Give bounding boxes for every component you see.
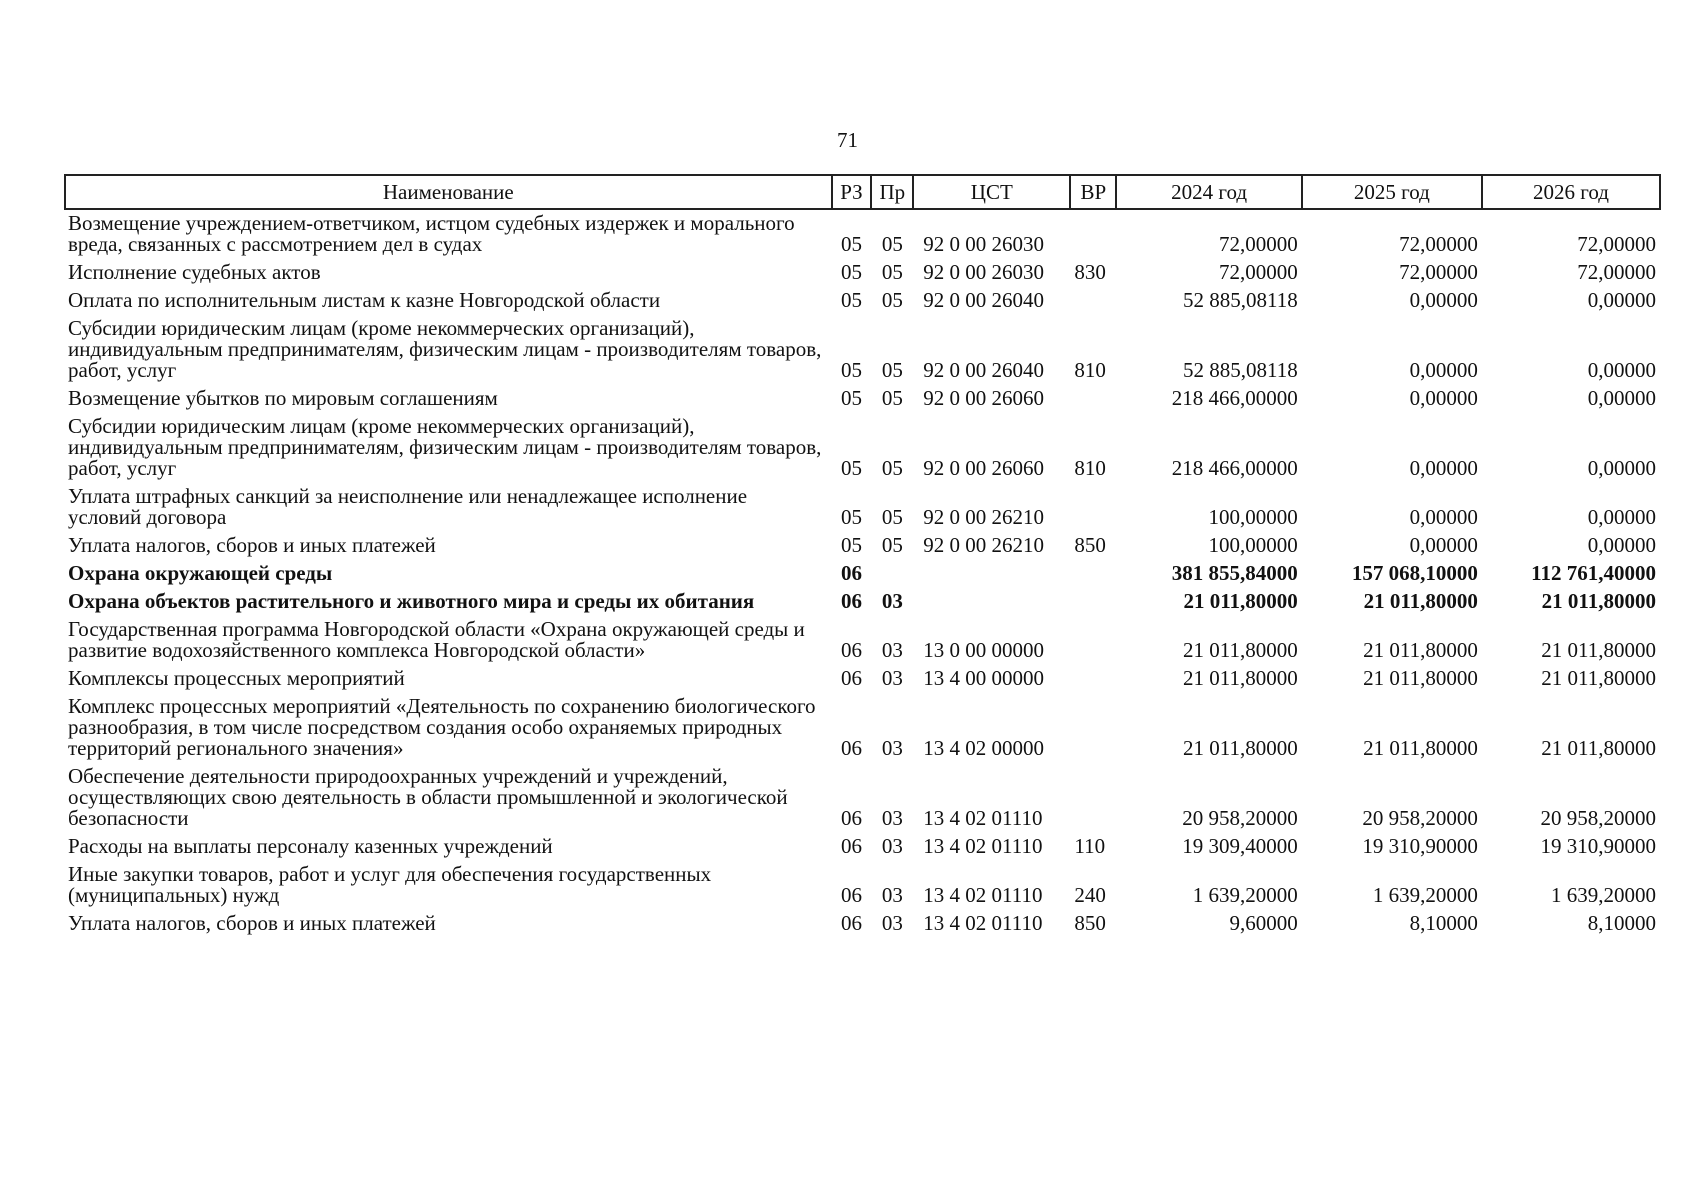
cell-pr: 03 <box>881 736 903 760</box>
table-row <box>65 833 1660 861</box>
cell-vr: 850 <box>1074 911 1106 935</box>
cell-y2026: 0,00000 <box>1587 456 1656 480</box>
cell-y2026: 0,00000 <box>1587 386 1656 410</box>
header-name: Наименование <box>65 175 832 209</box>
cell-y2026: 21 011,80000 <box>1541 638 1656 662</box>
cell-cst <box>913 560 1070 588</box>
cell-y2024: 218 466,00000 <box>1171 456 1298 480</box>
cell-cst: 92 0 00 26040 <box>923 288 1045 312</box>
cell-name: Уплата штрафных санкций за неисполнение или ненадлежащее исполнение условий договора <box>68 484 748 529</box>
cell-rz: 05 <box>840 260 862 284</box>
cell-pr: 05 <box>881 533 903 557</box>
cell-y2025: 157 068,10000 <box>1351 561 1478 585</box>
cell-rz: 05 <box>840 358 862 382</box>
cell-cst: 92 0 00 26040 <box>923 358 1045 382</box>
cell-vr: 110 <box>1074 834 1106 858</box>
cell-rz: 06 <box>840 736 862 760</box>
cell-cst: 92 0 00 26060 <box>923 386 1045 410</box>
cell-pr: 03 <box>881 834 903 858</box>
cell-cst: 13 0 00 00000 <box>923 638 1045 662</box>
header-rz: РЗ <box>832 175 872 209</box>
cell-name: Охрана объектов растительного и животного мира и среды их обитания <box>68 589 755 613</box>
cell-rz: 06 <box>840 666 862 690</box>
cell-y2025: 0,00000 <box>1409 288 1478 312</box>
cell-y2025: 20 958,20000 <box>1362 806 1478 830</box>
cell-pr: 03 <box>881 589 903 613</box>
cell-rz: 05 <box>840 533 862 557</box>
cell-y2024: 21 011,80000 <box>1183 736 1298 760</box>
cell-y2026: 8,10000 <box>1587 911 1656 935</box>
table-row <box>65 560 1660 588</box>
cell-y2025: 0,00000 <box>1409 505 1478 529</box>
cell-vr: 810 <box>1074 358 1106 382</box>
table-row <box>65 910 1660 938</box>
cell-y2024: 19 309,40000 <box>1182 834 1298 858</box>
table-row <box>65 616 1660 665</box>
cell-vr <box>1070 588 1116 616</box>
cell-y2026: 0,00000 <box>1587 358 1656 382</box>
table-row <box>65 532 1660 560</box>
budget-table <box>64 174 1661 938</box>
cell-y2025: 72,00000 <box>1399 260 1478 284</box>
cell-pr: 05 <box>881 288 903 312</box>
table-row <box>65 209 1660 259</box>
cell-y2024: 1 639,20000 <box>1192 883 1298 907</box>
cell-vr <box>1070 287 1116 315</box>
cell-pr <box>871 560 913 588</box>
cell-y2025: 21 011,80000 <box>1363 736 1478 760</box>
cell-y2026: 20 958,20000 <box>1540 806 1656 830</box>
cell-y2024: 381 855,84000 <box>1171 561 1298 585</box>
cell-y2025: 19 310,90000 <box>1362 834 1478 858</box>
cell-rz: 06 <box>840 638 862 662</box>
cell-pr: 03 <box>881 806 903 830</box>
cell-y2025: 21 011,80000 <box>1363 589 1478 613</box>
cell-y2026: 21 011,80000 <box>1541 589 1656 613</box>
table-header <box>65 175 1660 209</box>
cell-pr: 05 <box>881 456 903 480</box>
cell-y2024: 21 011,80000 <box>1183 589 1298 613</box>
cell-name: Иные закупки товаров, работ и услуг для обеспечения государственных (муниципальных) нужд <box>68 862 712 907</box>
cell-name: Расходы на выплаты персоналу казенных учреждений <box>68 834 553 858</box>
header-2024: 2024 год <box>1116 175 1301 209</box>
cell-name: Уплата налогов, сборов и иных платежей <box>68 533 436 557</box>
cell-vr: 850 <box>1074 533 1106 557</box>
cell-rz: 05 <box>840 456 862 480</box>
cell-vr <box>1070 665 1116 693</box>
cell-y2026: 0,00000 <box>1587 533 1656 557</box>
table-row <box>65 665 1660 693</box>
cell-y2024: 21 011,80000 <box>1183 666 1298 690</box>
cell-rz: 06 <box>840 589 862 613</box>
cell-cst: 13 4 02 01110 <box>923 883 1043 907</box>
cell-rz: 05 <box>840 288 862 312</box>
header-cst: ЦСТ <box>913 175 1070 209</box>
cell-y2024: 100,00000 <box>1208 505 1298 529</box>
cell-name: Комплекс процессных мероприятий «Деятельность по сохранению биологического разнообразия, в том числе посредством создания особо охраняемых природных территорий регионального значения» <box>68 694 816 760</box>
cell-y2025: 72,00000 <box>1399 232 1478 256</box>
cell-rz: 06 <box>840 806 862 830</box>
cell-cst: 13 4 02 01110 <box>923 911 1043 935</box>
cell-y2025: 1 639,20000 <box>1372 883 1478 907</box>
cell-pr: 03 <box>881 911 903 935</box>
header-vr: ВР <box>1070 175 1116 209</box>
cell-rz: 06 <box>840 834 862 858</box>
page-number: 71 <box>837 128 858 152</box>
cell-name: Оплата по исполнительным листам к казне Новгородской области <box>68 288 661 312</box>
cell-name: Уплата налогов, сборов и иных платежей <box>68 911 436 935</box>
cell-cst: 13 4 02 00000 <box>923 736 1045 760</box>
cell-vr <box>1070 483 1116 532</box>
cell-vr <box>1070 616 1116 665</box>
cell-cst: 92 0 00 26210 <box>923 505 1045 529</box>
cell-y2026: 0,00000 <box>1587 505 1656 529</box>
cell-cst: 13 4 02 01110 <box>923 806 1043 830</box>
cell-y2025: 0,00000 <box>1409 456 1478 480</box>
cell-y2026: 21 011,80000 <box>1541 736 1656 760</box>
cell-y2024: 21 011,80000 <box>1183 638 1298 662</box>
cell-y2025: 21 011,80000 <box>1363 666 1478 690</box>
cell-vr <box>1070 209 1116 259</box>
cell-y2025: 21 011,80000 <box>1363 638 1478 662</box>
cell-y2024: 9,60000 <box>1229 911 1298 935</box>
cell-pr: 03 <box>881 883 903 907</box>
table-row <box>65 483 1660 532</box>
cell-y2026: 19 310,90000 <box>1540 834 1656 858</box>
cell-y2025: 0,00000 <box>1409 386 1478 410</box>
cell-y2024: 72,00000 <box>1219 260 1298 284</box>
cell-y2024: 52 885,08118 <box>1183 288 1298 312</box>
cell-y2025: 8,10000 <box>1409 911 1478 935</box>
cell-cst: 92 0 00 26030 <box>923 260 1045 284</box>
cell-name: Государственная программа Новгородской области «Охрана окружающей среды и развитие водохозяйственного комплекса Новгородской области» <box>68 617 805 662</box>
cell-pr: 05 <box>881 232 903 256</box>
cell-name: Обеспечение деятельности природоохранных учреждений и учреждений, осуществляющих свою деятельность в области промышленной и экологической безопасности <box>68 764 788 830</box>
cell-cst: 13 4 02 01110 <box>923 834 1043 858</box>
cell-vr <box>1070 763 1116 833</box>
cell-pr: 05 <box>881 386 903 410</box>
table-row <box>65 287 1660 315</box>
cell-name: Субсидии юридическим лицам (кроме некоммерческих организаций), индивидуальным предпринимателям, физическим лицам - производителям товаров, работ, услуг <box>68 414 822 480</box>
cell-y2024: 218 466,00000 <box>1171 386 1298 410</box>
cell-cst: 13 4 00 00000 <box>923 666 1045 690</box>
cell-y2026: 21 011,80000 <box>1541 666 1656 690</box>
table-row <box>65 588 1660 616</box>
header-pr: Пр <box>871 175 913 209</box>
cell-y2024: 20 958,20000 <box>1182 806 1298 830</box>
cell-y2024: 72,00000 <box>1219 232 1298 256</box>
cell-pr: 05 <box>881 358 903 382</box>
table-row <box>65 763 1660 833</box>
table-row <box>65 413 1660 483</box>
cell-y2024: 52 885,08118 <box>1183 358 1298 382</box>
cell-y2025: 0,00000 <box>1409 533 1478 557</box>
cell-y2026: 0,00000 <box>1587 288 1656 312</box>
cell-y2026: 72,00000 <box>1577 232 1656 256</box>
cell-vr <box>1070 560 1116 588</box>
cell-name: Субсидии юридическим лицам (кроме некоммерческих организаций), индивидуальным предпринимателям, физическим лицам - производителям товаров, работ, услуг <box>68 316 822 382</box>
cell-pr: 05 <box>881 260 903 284</box>
cell-cst: 92 0 00 26210 <box>923 533 1045 557</box>
cell-rz: 05 <box>840 232 862 256</box>
cell-vr: 810 <box>1074 456 1106 480</box>
cell-vr <box>1070 385 1116 413</box>
header-row <box>65 175 1660 209</box>
cell-y2024: 100,00000 <box>1208 533 1298 557</box>
cell-pr: 05 <box>881 505 903 529</box>
table-row <box>65 315 1660 385</box>
cell-name: Исполнение судебных актов <box>68 260 321 284</box>
table-row <box>65 259 1660 287</box>
cell-rz: 06 <box>840 561 862 585</box>
cell-name: Охрана окружающей среды <box>68 561 333 585</box>
cell-pr: 03 <box>881 666 903 690</box>
cell-rz: 05 <box>840 505 862 529</box>
cell-y2026: 1 639,20000 <box>1551 883 1656 907</box>
cell-rz: 06 <box>840 911 862 935</box>
cell-pr: 03 <box>881 638 903 662</box>
cell-cst: 92 0 00 26060 <box>923 456 1045 480</box>
cell-y2026: 112 761,40000 <box>1531 561 1656 585</box>
cell-name: Возмещение убытков по мировым соглашениям <box>68 386 498 410</box>
cell-name: Возмещение учреждением-ответчиком, истцом судебных издержек и морального вреда, связанных с рассмотрением дел в судах <box>68 211 795 256</box>
cell-name: Комплексы процессных мероприятий <box>68 666 405 690</box>
cell-vr <box>1070 693 1116 763</box>
cell-rz: 05 <box>840 386 862 410</box>
cell-y2026: 72,00000 <box>1577 260 1656 284</box>
cell-rz: 06 <box>840 883 862 907</box>
table-row <box>65 861 1660 910</box>
cell-cst: 92 0 00 26030 <box>923 232 1045 256</box>
table-row <box>65 385 1660 413</box>
table-body <box>65 209 1660 938</box>
header-2026: 2026 год <box>1482 175 1660 209</box>
cell-y2025: 0,00000 <box>1409 358 1478 382</box>
header-2025: 2025 год <box>1302 175 1482 209</box>
cell-vr: 240 <box>1074 883 1106 907</box>
cell-cst <box>913 588 1070 616</box>
cell-vr: 830 <box>1074 260 1106 284</box>
table-row <box>65 693 1660 763</box>
